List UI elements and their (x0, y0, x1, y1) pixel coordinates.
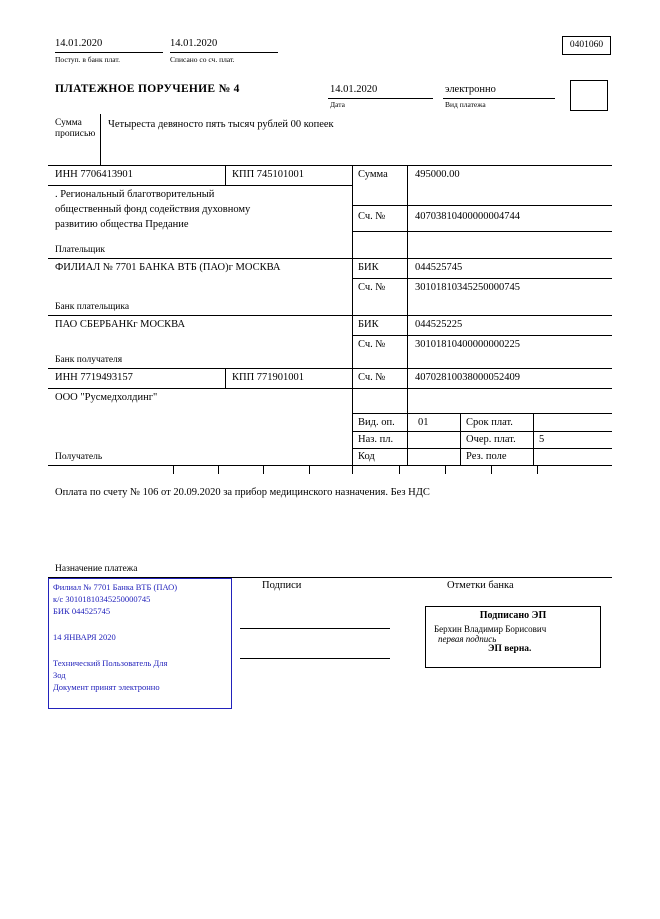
signature-line (240, 658, 390, 659)
column-tick (445, 465, 446, 474)
bank-marks-label: Отметки банка (447, 580, 514, 591)
bank-stamp-line: БИК 044525745 (53, 606, 111, 616)
bank-stamp-line: Документ принят электронно (53, 682, 160, 692)
payee-account: 40702810038000052409 (415, 372, 520, 383)
srok-plat-label: Срок плат. (466, 417, 513, 428)
payee-bank-bik: 044525225 (415, 319, 463, 330)
payee-inn: ИНН 7719493157 (55, 372, 133, 383)
payee-bank-name: ПАО СБЕРБАНКг МОСКВА (55, 319, 186, 330)
received-date: 14.01.2020 (55, 38, 103, 49)
table-divider (407, 165, 408, 465)
payee-kpp: КПП 771901001 (232, 372, 305, 383)
status-box-empty (570, 80, 608, 111)
payer-name-line1: . Региональный благотворительный (55, 189, 215, 200)
debited-date-caption: Списано со сч. плат. (170, 55, 235, 64)
table-line (48, 165, 612, 166)
payer-bank-account: 30101810345250000745 (415, 282, 520, 293)
document-title: ПЛАТЕЖНОЕ ПОРУЧЕНИЕ № 4 (55, 83, 240, 95)
table-line (48, 258, 612, 259)
payment-purpose-text: Оплата по счету № 106 от 20.09.2020 за прибор медицинского назначения. Без НДС (55, 487, 430, 498)
received-date-caption: Поступ. в банк плат. (55, 55, 120, 64)
payee-name: ООО "Русмедхолдинг" (55, 392, 158, 403)
ocher-plat-label: Очер. плат. (466, 434, 516, 445)
payment-kind: электронно (445, 84, 496, 95)
sum-value: 495000.00 (415, 169, 460, 180)
table-line (48, 465, 612, 466)
vid-op-label: Вид. оп. (358, 417, 395, 428)
table-line (352, 231, 612, 232)
bank-stamp-line (53, 618, 227, 632)
payer-bank-name: ФИЛИАЛ № 7701 БАНКА ВТБ (ПАО)г МОСКВА (55, 262, 281, 273)
column-tick (173, 465, 174, 474)
debited-date-underline (170, 52, 278, 53)
bank-stamp-line: Зод (53, 670, 66, 680)
signature-line (240, 628, 390, 629)
column-tick (352, 465, 353, 474)
column-tick (218, 465, 219, 474)
document-date-underline (328, 98, 433, 99)
payee-bank-bik-label: БИК (358, 319, 379, 330)
payer-bank-bik-label: БИК (358, 262, 379, 273)
rez-pole-label: Рез. поле (466, 451, 507, 462)
payee-bank-account: 30101810400000000225 (415, 339, 520, 350)
amount-words-divider (100, 114, 101, 165)
bank-stamp-line (53, 644, 227, 658)
payer-name-line2: общественный фонд содействия духовному (55, 204, 251, 215)
table-line (352, 413, 612, 414)
table-line (48, 388, 612, 389)
payer-bank-account-label: Сч. № (358, 282, 386, 293)
table-line (48, 368, 612, 369)
bank-stamp-line: 14 ЯНВАРЯ 2020 (53, 632, 116, 642)
document-date: 14.01.2020 (330, 84, 378, 95)
payee-bank-caption: Банк получателя (55, 355, 123, 365)
column-tick (537, 465, 538, 474)
bank-stamp-line: Технический Пользователь Для (53, 658, 168, 668)
payment-kind-underline (443, 98, 555, 99)
table-line (352, 448, 612, 449)
ep-verified-text: ЭП верна. (488, 644, 532, 654)
vid-op-value: 01 (418, 417, 429, 428)
column-tick (491, 465, 492, 474)
table-line (352, 278, 612, 279)
payee-account-label: Сч. № (358, 372, 386, 383)
column-tick (309, 465, 310, 474)
debited-date: 14.01.2020 (170, 38, 218, 49)
column-tick (399, 465, 400, 474)
payer-caption: Плательщик (55, 245, 106, 255)
payer-bank-bik: 044525745 (415, 262, 463, 273)
ep-stamp-title: Подписано ЭП (479, 610, 547, 621)
ep-signer-role: первая подпись (438, 634, 497, 644)
kod-label: Код (358, 451, 375, 462)
bank-stamp-line: к/с 30101810345250000745 (53, 594, 151, 604)
payer-name-line3: развитию общества Предание (55, 219, 189, 230)
naz-pl-label: Наз. пл. (358, 434, 394, 445)
table-line (48, 185, 352, 186)
amount-words-value: Четыреста девяносто пять тысяч рублей 00 копеек (108, 119, 334, 130)
table-divider (352, 165, 353, 465)
table-divider (225, 165, 226, 185)
payee-caption: Получатель (55, 452, 103, 462)
bank-stamp-line: Филиал № 7701 Банка ВТБ (ПАО) (53, 582, 178, 592)
bank-stamp (48, 578, 232, 709)
document-date-caption: Дата (330, 100, 345, 109)
table-line (48, 315, 612, 316)
payer-account-label: Сч. № (358, 211, 386, 222)
table-line (352, 335, 612, 336)
column-tick (263, 465, 264, 474)
sum-label: Сумма (358, 169, 388, 180)
payment-kind-caption: Вид платежа (445, 100, 486, 109)
payee-bank-account-label: Сч. № (358, 339, 386, 350)
payment-purpose-caption: Назначение платежа (55, 564, 138, 574)
form-code-box: 0401060 (562, 36, 611, 55)
ep-stamp (425, 606, 601, 668)
table-divider (460, 413, 461, 465)
table-divider (533, 413, 534, 465)
table-line (352, 431, 612, 432)
received-date-underline (55, 52, 163, 53)
payer-kpp: КПП 745101001 (232, 169, 305, 180)
payer-bank-caption: Банк плательщика (55, 302, 130, 312)
signatures-label: Подписи (262, 580, 302, 591)
payer-inn: ИНН 7706413901 (55, 169, 133, 180)
ocher-plat-value: 5 (539, 434, 545, 445)
table-line (352, 205, 612, 206)
table-divider (225, 368, 226, 388)
ep-signer-name: Берхин Владимир Борисович (434, 624, 547, 634)
payer-account: 40703810400000004744 (415, 211, 520, 222)
amount-words-label: Сумма прописью (55, 118, 96, 139)
